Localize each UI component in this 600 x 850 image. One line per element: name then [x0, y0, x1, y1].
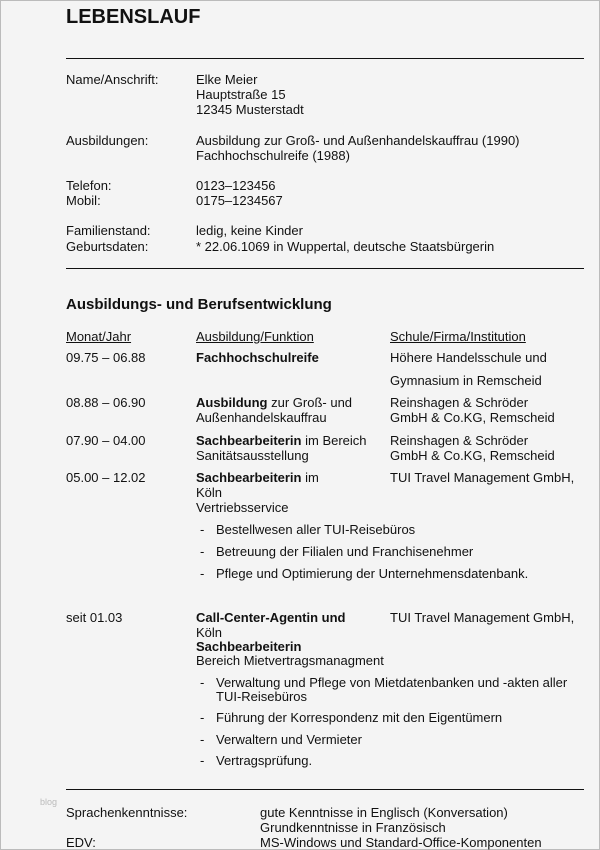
row-function: Außenhandelskauffrau — [196, 410, 327, 425]
bullet-item: TUI-Reisebüros — [216, 689, 308, 704]
column-header: Schule/Firma/Institution — [390, 329, 526, 344]
divider — [66, 58, 584, 59]
value: Elke Meier — [196, 72, 258, 87]
function-bold: Sachbearbeiterin — [196, 433, 302, 448]
row-institution: GmbH & Co.KG, Remscheid — [390, 448, 555, 463]
value: Hauptstraße 15 — [196, 87, 286, 102]
bullet-item: Führung der Korrespondenz mit den Eigentümern — [216, 710, 503, 725]
row-function: Vertriebsservice — [196, 500, 289, 515]
row-function: Fachhochschulreife — [196, 350, 319, 365]
bullet-dash: - — [200, 732, 205, 747]
bullet-dash: - — [200, 675, 205, 690]
value: Grundkenntnisse in Französisch — [260, 820, 446, 835]
row-function: Sachbearbeiterin — [196, 639, 302, 654]
bullet-item: Verwaltung und Pflege von Mietdatenbanken und -akten aller — [216, 675, 568, 690]
column-header: Monat/Jahr — [66, 329, 132, 344]
bullet-item: Bestellwesen aller TUI-Reisebüros — [216, 522, 416, 537]
row-function: Köln — [196, 485, 223, 500]
watermark: blog — [40, 797, 58, 807]
row-function: Köln — [196, 625, 223, 640]
row-date: 07.90 – 04.00 — [66, 433, 146, 448]
row-function: Bereich Mietvertragsmanagment — [196, 653, 384, 668]
value: * 22.06.1069 in Wuppertal, deutsche Staatsbürgerin — [196, 239, 495, 254]
row-function: Sanitätsausstellung — [196, 448, 309, 463]
row-institution: Reinshagen & Schröder — [390, 395, 529, 410]
bullet-item: Pflege und Optimierung der Unternehmensdatenbank. — [216, 566, 529, 581]
function-text: im Bereich — [301, 433, 367, 448]
value: Fachhochschulreife (1988) — [196, 148, 350, 163]
function-text: im — [301, 470, 319, 485]
value: MS-Windows und Standard-Office-Komponenten — [260, 835, 542, 850]
label: EDV: — [66, 835, 96, 850]
divider — [66, 268, 584, 269]
bullet-item: Verwaltern und Vermieter — [216, 732, 362, 747]
function-bold: Ausbildung — [196, 395, 268, 410]
bullet-item: Vertragsprüfung. — [216, 753, 313, 768]
bullet-dash: - — [200, 753, 205, 768]
row-function — [196, 433, 367, 448]
row-date: 09.75 – 06.88 — [66, 350, 146, 365]
value: gute Kenntnisse in Englisch (Konversation) — [260, 805, 508, 820]
row-institution: Reinshagen & Schröder — [390, 433, 529, 448]
bullet-dash: - — [200, 566, 205, 581]
document-title: LEBENSLAUF — [66, 6, 201, 28]
row-function — [196, 470, 319, 485]
row-institution: Gymnasium in Remscheid — [390, 373, 542, 388]
divider — [66, 789, 584, 790]
value: 0175–1234567 — [196, 193, 283, 208]
function-bold: Sachbearbeiterin — [196, 470, 302, 485]
label: Ausbildungen: — [66, 133, 149, 148]
row-function — [196, 395, 352, 410]
function-text: zur Groß- und — [267, 395, 353, 410]
row-date: 05.00 – 12.02 — [66, 470, 146, 485]
value: Ausbildung zur Groß- und Außenhandelskauffrau (1990) — [196, 133, 520, 148]
bullet-dash: - — [200, 522, 205, 537]
bullet-item: Betreuung der Filialen und Franchisenehmer — [216, 544, 474, 559]
label: Geburtsdaten: — [66, 239, 149, 254]
bullet-dash: - — [200, 544, 205, 559]
label: Name/Anschrift: — [66, 72, 159, 87]
bullet-dash: - — [200, 710, 205, 725]
label: Telefon: — [66, 178, 112, 193]
label: Familienstand: — [66, 223, 151, 238]
column-header: Ausbildung/Funktion — [196, 329, 314, 344]
section-heading: Ausbildungs- und Berufsentwicklung — [66, 296, 332, 313]
value: ledig, keine Kinder — [196, 223, 303, 238]
value: 0123–123456 — [196, 178, 276, 193]
row-function: Call-Center-Agentin und — [196, 610, 346, 625]
row-institution: Höhere Handelsschule und — [390, 350, 547, 365]
value: 12345 Musterstadt — [196, 102, 304, 117]
label: Sprachenkenntnisse: — [66, 805, 188, 820]
row-date: seit 01.03 — [66, 610, 123, 625]
row-date: 08.88 – 06.90 — [66, 395, 146, 410]
label: Mobil: — [66, 193, 101, 208]
row-institution: TUI Travel Management GmbH, — [390, 610, 575, 625]
row-institution: TUI Travel Management GmbH, — [390, 470, 575, 485]
row-institution: GmbH & Co.KG, Remscheid — [390, 410, 555, 425]
